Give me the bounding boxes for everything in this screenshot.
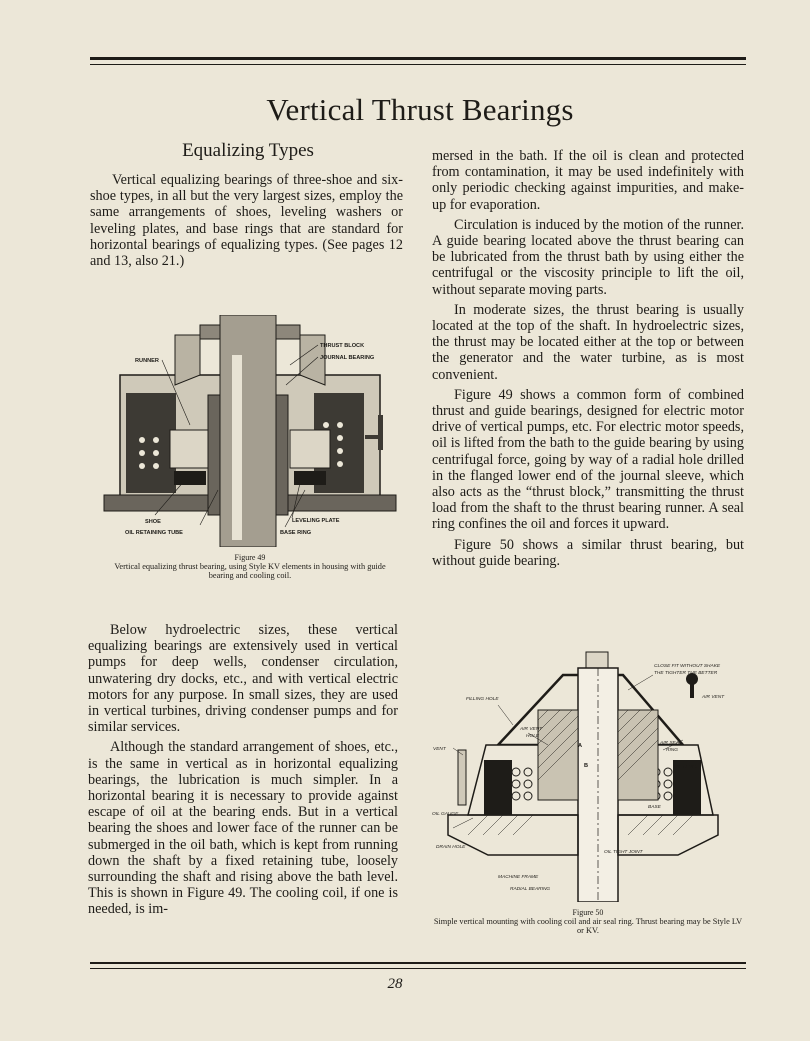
figure-49 [100, 315, 400, 580]
left-housing-wall [484, 760, 512, 815]
label-machine-frame: MACHINE FRAME [498, 875, 539, 880]
top-rule-thick [90, 57, 746, 60]
left-oil-bath [126, 393, 176, 493]
label-oil-tight-joint: OIL TIGHT JOINT [604, 850, 643, 855]
paragraph: Vertical equalizing bearings of three-shoe and six-shoe types, in all but the very largest sizes, employ the same arrangements of shoes, leveling washers or leveling plates, and base rings that are standard for horizontal bearings of equalizing types. (See pages 12 and 13, also 21.) [90, 172, 403, 270]
label-thrust-block: THRUST BLOCK [320, 343, 365, 349]
paragraph: In moderate sizes, the thrust bearing is usually located at the top of the shaft. In hydroelectric sizes, the thrust may be located either at the top or between the generator and the water turbine, as is most convenient. [432, 301, 744, 383]
label-air-vent-hole-2: HOLE [526, 734, 540, 739]
figure-49-drawing [100, 315, 400, 547]
paragraph: Figure 50 shows a similar thrust bearing, but without guide bearing. [432, 536, 744, 569]
label-b: B [584, 763, 589, 769]
label-air-vent-hole: AIR VENT [520, 727, 543, 732]
right-runner [290, 430, 330, 468]
left-runner [538, 710, 578, 800]
oil-gauge-handle [378, 415, 383, 450]
figure-50-title: Figure 50 [572, 908, 604, 917]
shaft-top [586, 652, 608, 668]
bottom-rule-thick [90, 962, 746, 964]
label-leveling-plate: LEVELING PLATE [292, 518, 340, 524]
page-title: Vertical Thrust Bearings [266, 92, 574, 127]
left-retaining-tube [208, 395, 220, 515]
label-oil-gauge: OIL GAUGE [432, 812, 459, 817]
machine-frame-right [618, 815, 718, 855]
label-oil-level: OIL LEVEL [674, 765, 698, 770]
top-rule-thin [90, 64, 746, 65]
right-runner [618, 710, 658, 800]
label-runner: RUNNER [135, 358, 159, 364]
label-a: A [578, 743, 583, 749]
bottom-rule-thin [90, 968, 746, 969]
shaft-highlight [232, 355, 242, 540]
oil-gauge [458, 750, 466, 805]
left-shoe [174, 471, 206, 485]
section-subtitle: Equalizing Types [182, 140, 314, 161]
figure-49-title: Figure 49 [234, 553, 266, 562]
label-oil-retaining-tube: OIL RETAINING TUBE [125, 530, 183, 536]
label-air-seal-ring-2: RING [666, 748, 678, 753]
label-close-fit: CLOSE FIT WITHOUT SHAKE [654, 664, 721, 669]
figure-50-drawing [428, 650, 748, 902]
right-shoe [294, 471, 326, 485]
page-number: 28 [387, 976, 403, 992]
label-filling-hole: FILLING HOLE [466, 697, 499, 702]
left-column-bottom [88, 622, 398, 922]
figure-50-caption: Simple vertical mounting with cooling coil and air seal ring. Thrust bearing may be Style LV or KV. [433, 917, 743, 935]
paragraph: Although the standard arrangement of shoes, etc., is the same in vertical as in horizontal equalizing bearings, the lubrication is much simpler. In a horizontal bearing it is necessary to provide against escape of oil at the bearing ends. But in a vertical bearing the shoes and lower face of the runner can be submerged in the oil bath, which is kept from running down the shaft by a fixed retaining tube, loosely surrounding the shaft and rising above the bath level. This is shown in Figure 49. The cooling coil, if one is needed, is im- [88, 739, 398, 918]
right-column [432, 148, 744, 573]
paragraph: Below hydroelectric sizes, these vertical equalizing bearings are extensively used in vertical pumps for deep wells, condenser circulation, unwatering dry docks, etc., and with vertical electric motors for any purpose. In small sizes, they are used in vertical turbines, driving condenser pumps and for similar services. [88, 622, 398, 736]
label-base: BASE [648, 805, 661, 810]
label-drain-hole: DRAIN HOLE [436, 845, 466, 850]
oil-gauge-bar [365, 435, 381, 439]
figure-50 [428, 650, 748, 935]
label-air-seal-ring: AIR SEAL [660, 741, 682, 746]
label-vent: VENT [433, 747, 446, 752]
label-tighter: THE TIGHTER THE BETTER [654, 671, 718, 676]
right-retaining-tube [276, 395, 288, 515]
shaft [220, 315, 276, 547]
left-column-top [90, 172, 403, 273]
paragraph: Circulation is induced by the motion of the runner. A guide bearing located above the thrust bearing can be lubricated from the thrust bath by using either the centrifugal or the viscosity principle to lift the oil, without separate moving parts. [432, 216, 744, 298]
paragraph: mersed in the bath. If the oil is clean and protected from contamination, it may be used indefinitely with only periodic checking against impurities, and make-up for evaporation. [432, 148, 744, 213]
label-radial-bearing: RADIAL BEARING [510, 887, 551, 892]
label-journal-bearing: JOURNAL BEARING [320, 355, 375, 361]
label-shoe: SHOE [145, 519, 161, 525]
label-base-ring: BASE RING [280, 530, 312, 536]
left-runner [170, 430, 210, 468]
label-air-vent: AIR VENT [702, 695, 725, 700]
paragraph: Figure 49 shows a common form of combined thrust and guide bearings, designed for electric motor drive of vertical pumps, etc. For electric motor speeds, oil is lifted from the bath to the guide bearing by using centrifugal force, going by way of a radial hole drilled in the flanged lower end of the journal sleeve, which also acts as the “thrust block,” transmitting the thrust load from the shaft to the thrust bearing runner. A seal ring confines the oil and forces it upward. [432, 386, 744, 533]
figure-49-caption: Vertical equalizing thrust bearing, using Style KV elements in housing with guide bearing and cooling coil. [114, 562, 386, 580]
